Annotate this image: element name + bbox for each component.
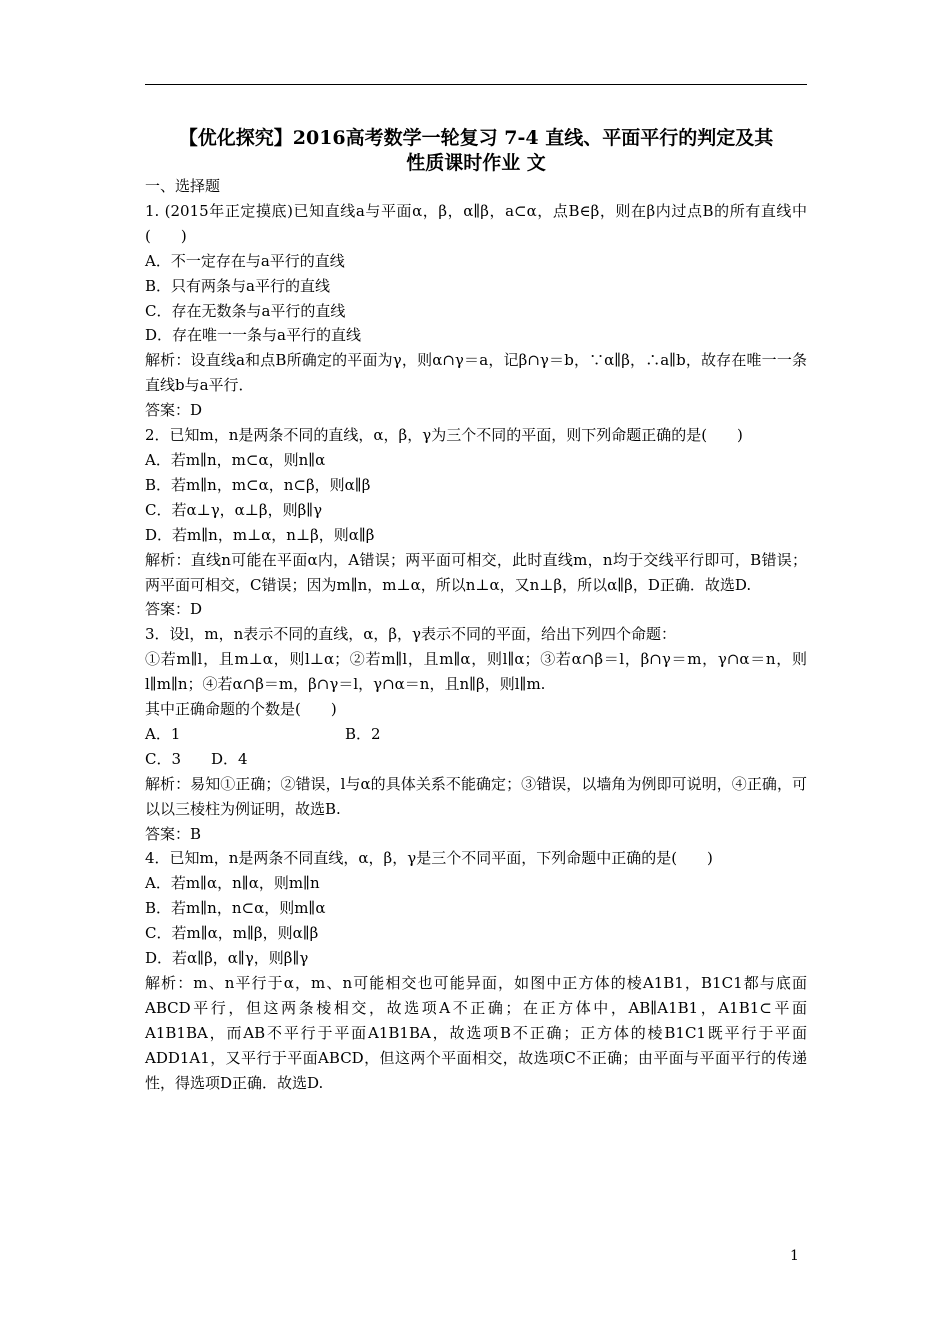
q1-option-d: D．存在唯一一条与a平行的直线	[145, 326, 361, 345]
q1-answer: 答案：D	[145, 401, 203, 420]
q3-option-b: B．2	[345, 724, 381, 743]
q4-analysis: 解析：m、n平行于α，m、n可能相交也可能异面，如图中正方体的棱A1B1，B1C1都与底面ABCD平行，但这两条棱相交，故选项A不正确；在正方体中，AB∥A1B1，A1B1⊂平面A1B1BA，而AB不平行于平面A1B1BA，故选项B不正确；正方体的棱B1C1既平行于平面ADD1A1，又平行于平面ABCD，但这两个平面相交，故选项C不正确；由平面与平面平行的传递性，得选项D正确．故选D.	[145, 974, 807, 1092]
q1-option-a: A．不一定存在与a平行的直线	[145, 251, 345, 270]
q3-options-row-2	[145, 747, 807, 772]
q4-option-b: B．若m∥n，n⊂α，则m∥α	[145, 899, 326, 918]
q4-option-d: D．若α∥β，α∥γ，则β∥γ	[145, 949, 309, 968]
q2-option-a: A．若m∥n，m⊂α，则n∥α	[145, 450, 326, 469]
title-line-2: 性质课时作业 文	[406, 152, 546, 174]
section-heading: 一、选择题	[145, 177, 221, 195]
q3-propositions: ①若m∥l，且m⊥α，则l⊥α；②若m∥l，且m∥α，则l∥α；③若α∩β＝l，β∩γ＝m，γ∩α＝n，则l∥m∥n；④若α∩β＝m，β∩γ＝l，γ∩α＝n，且n∥β，则l∥m.	[145, 650, 807, 694]
q2-answer: 答案：D	[145, 600, 203, 619]
document-body	[145, 174, 807, 1096]
q3-option-a: A．1	[145, 724, 181, 743]
q1-stem: 1. (2015年正定摸底)已知直线a与平面α，β，α∥β，a⊂α，点B∈β，则在β内过点B的所有直线中( )	[145, 201, 807, 245]
q1-option-b: B．只有两条与a平行的直线	[145, 276, 330, 295]
q2-analysis: 解析：直线n可能在平面α内，A错误；两平面可相交，此时直线m，n均于交线平行即可，B错误；两平面可相交，C错误；因为m∥n，m⊥α，所以n⊥α，又n⊥β，所以α∥β，D正确．故选D.	[145, 550, 807, 594]
q2-option-c: C．若α⊥γ，α⊥β，则β∥γ	[145, 500, 323, 519]
q3-options-row-1	[145, 722, 807, 747]
q4-option-a: A．若m∥α，n∥α，则m∥n	[145, 874, 320, 893]
q3-answer: 答案：B	[145, 824, 202, 843]
q4-stem: 4．已知m，n是两条不同直线，α，β，γ是三个不同平面，下列命题中正确的是( )	[145, 849, 713, 868]
header-rule	[145, 84, 807, 85]
page-number: 1	[790, 1248, 799, 1264]
q3-stem: 3．设l，m，n表示不同的直线，α，β，γ表示不同的平面，给出下列四个命题：	[145, 625, 676, 644]
q4-option-c: C．若m∥α，m∥β，则α∥β	[145, 924, 319, 943]
document-title	[145, 126, 807, 176]
q1-option-c: C．存在无数条与a平行的直线	[145, 301, 346, 320]
title-line-1: 【优化探究】2016高考数学一轮复习 7-4 直线、平面平行的判定及其	[178, 127, 774, 149]
q2-option-d: D．若m∥n，m⊥α，n⊥β，则α∥β	[145, 525, 375, 544]
q3-option-c: C．3	[145, 749, 182, 768]
q2-stem: 2．已知m，n是两条不同的直线，α，β，γ为三个不同的平面，则下列命题正确的是( )	[145, 426, 743, 445]
q2-option-b: B．若m∥n，m⊂α，n⊂β，则α∥β	[145, 475, 371, 494]
q1-analysis: 解析：设直线a和点B所确定的平面为γ，则α∩γ＝a，记β∩γ＝b，∵α∥β，∴a∥b，故存在唯一一条直线b与a平行．	[145, 351, 807, 395]
q3-question: 其中正确命题的个数是( )	[145, 700, 337, 719]
q3-analysis: 解析：易知①正确；②错误，l与α的具体关系不能确定；③错误，以墙角为例即可说明，④正确，可以以三棱柱为例证明，故选B.	[145, 774, 807, 818]
q3-option-d: D．4	[211, 749, 248, 768]
